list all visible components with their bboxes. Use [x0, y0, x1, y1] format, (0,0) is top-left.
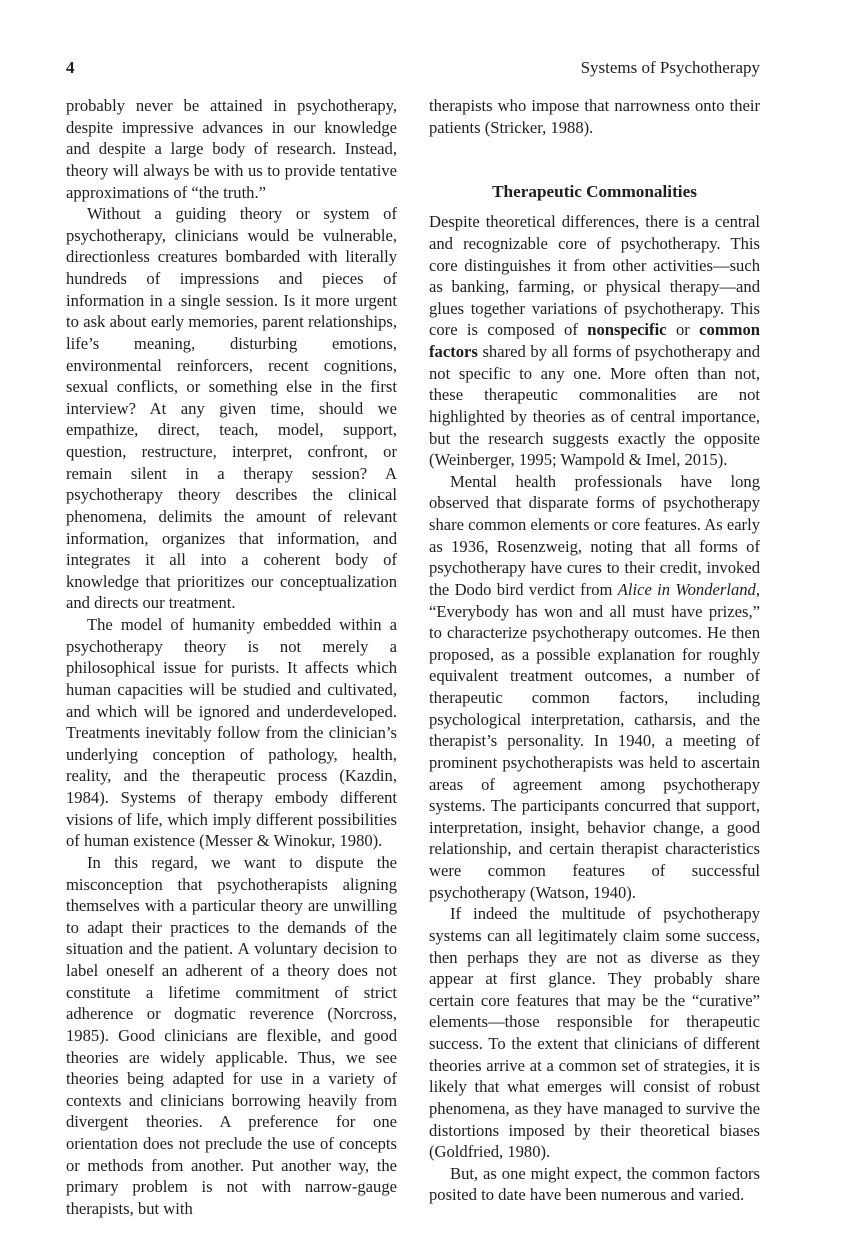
page-number: 4: [66, 58, 75, 77]
bold-term: common factors: [429, 320, 760, 361]
paragraph: [429, 211, 760, 471]
text-run: shared by all forms of psychotherapy and not specific to any one. More often than not, these therapeutic commonalities are not highlighted by theories as of central importance, but the research suggests exactly the opposite (Weinberger, 1995; Wampold & Imel, 2015).: [429, 342, 760, 470]
paragraph: probably never be attained in psychotherapy, despite impressive advances in our knowledge and despite a large body of research. Instead, theory will always be with us to provide tentative approximations of “the truth.”: [66, 96, 397, 202]
text-run: “Everybody has won and all must have prizes,” to characterize psychotherapy outcomes. He then proposed, as a possible explanation for roughly equivalent treatment outcomes, a number of therapeutic common factors, including psychological interpretation, catharsis, and the therapist’s personality. In 1940, a meeting of prominent psychotherapists was held to ascertain areas of agreement among psychotherapy systems. The participants concurred that support, interpretation, insight, behavior change, a good relationship, and certain therapist characteristics were common features of successful psychotherapy (Watson, 1940).: [429, 601, 760, 902]
paragraph: But, as one might expect, the common factors posited to date have been numerous and varied.: [429, 1163, 760, 1205]
paragraph: In this regard, we want to dispute the misconception that psychotherapists aligning themselves with a particular theory are unwilling to adapt their practices to the demands of the situation and the patient. A voluntary decision to label oneself an adherent of a theory does not constitute a lifetime commitment of strict adherence or dogmatic reverence (Norcross, 1985). Good clinicians are flexible, and good theories are widely applicable. Thus, we see theories being adapted for use in a variety of contexts and clinicians borrowing heavily from divergent theories. A preference for one orientation does not preclude the use of concepts or methods from another. Put another way, the primary problem is not with narrow-gauge therapists, but with: [66, 852, 397, 1218]
italic-title: Alice in Wonderland,: [617, 579, 760, 599]
text-run: Mental health professionals have long observed that disparate forms of psychotherapy share common elements or core features. As early as 1936, Rosenzweig, noting that all forms of psychotherapy have cures to their credit, invoked the Dodo bird verdict from: [429, 471, 760, 599]
paragraph: [429, 471, 760, 904]
paragraph: therapists who impose that narrowness onto their patients (Stricker, 1988).: [429, 96, 760, 137]
bold-term: nonspecific: [587, 320, 667, 340]
page-header: [66, 58, 760, 84]
left-column: [66, 95, 397, 1220]
paragraph: The model of humanity embedded within a psychotherapy theory is not merely a philosophical issue for purists. It affects which human capacities will be studied and cultivated, and which will be ignored and underdeveloped. Treatments inevitably follow from the clinician’s underlying conception of pathology, health, reality, and the therapeutic process (Kazdin, 1984). Systems of therapy embody different visions of life, which imply different possibilities of human existence (Messer & Winokur, 1980).: [66, 615, 397, 851]
text-run: Despite theoretical differences, there is a central and recognizable core of psychotherapy. This core distinguishes it from other activities—such as banking, farming, or physical therapy—and glues together variations of psychotherapy. This core is composed of: [429, 212, 760, 340]
right-column: [429, 95, 760, 1206]
paragraph: If indeed the multitude of psychotherapy systems can all legitimately claim some success, then perhaps they are not as diverse as they appear at first glance. They probably share certain core features that may be the “curative” elements—those responsible for therapeutic success. To the extent that clinicians of different theories arrive at a common set of strategies, it is likely that what emerges will consist of robust phenomena, as they have managed to survive the distortions imposed by their theoretical biases (Goldfried, 1980).: [429, 904, 760, 1162]
text-run: or: [666, 320, 700, 340]
paragraph: Without a guiding theory or system of psychotherapy, clinicians would be vulnerable, directionless creatures bombarded with literally hundreds of impressions and pieces of information in a single session. Is it more urgent to ask about early memories, parent relationships, life’s meaning, disturbing emotions, environmental reinforcers, recent cognitions, sexual conflicts, or something else in the first interview? At any given time, should we empathize, direct, teach, model, support, question, restructure, interpret, confront, or remain silent in a therapy session? A psychotherapy theory describes the clinical phenomena, delimits the amount of relevant information, organizes that information, and integrates it all into a coherent body of knowledge that prioritizes our conceptualization and directs our treatment.: [66, 204, 397, 613]
section-heading: Therapeutic Commonalities: [492, 182, 697, 202]
running-head: Systems of Psychotherapy: [580, 58, 760, 77]
